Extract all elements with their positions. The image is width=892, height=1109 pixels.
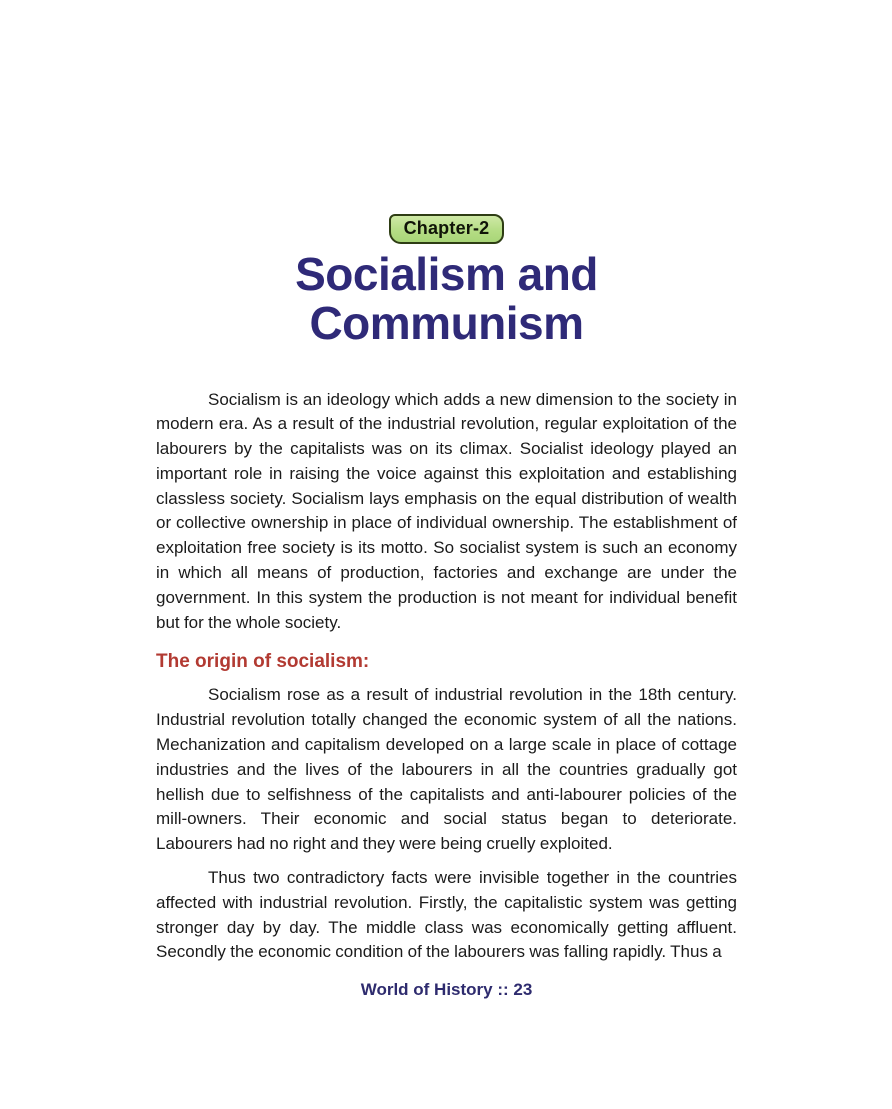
section-heading: The origin of socialism:: [156, 651, 370, 673]
page-footer: World of History :: 23: [360, 980, 533, 1000]
chapter-badge: Chapter-2: [389, 214, 505, 244]
chapter-badge-row: [156, 214, 737, 244]
page-title: Socialism and Communism: [295, 248, 598, 349]
section-paragraph-2: Thus two contradictory facts were invisible together in the countries affected with industrial revolution. Firstly, the capitalistic system was getting stronger day by day. The middle class was economically getting affluent. Secondly the economic condition of the labourers was falling rapidly. Thus a: [156, 868, 737, 962]
section-paragraph-1: Socialism rose as a result of industrial revolution in the 18th century. Industrial revolution totally changed the economic system of all the nations. Mechanization and capitalism developed on a large scale in place of cottage industries and the lives of the labourers in all the countries gradually got hellish due to selfishness of the capitalists and anti-labourer policies of the mill-owners. Their economic and social status began to deteriorate. Labourers had no right and they were being cruelly exploited.: [156, 685, 737, 854]
intro-paragraph: Socialism is an ideology which adds a new dimension to the society in modern era. As a result of the industrial revolution, regular exploitation of the labourers by the capitalists was on its climax. Socialist ideology played an important role in raising the voice against this exploitation and establishing classless society. Socialism lays emphasis on the equal distribution of wealth or collective ownership in place of individual ownership. The establishment of exploitation free society is its motto. So socialist system is such an economy in which all means of production, factories and exchange are under the government. In this system the production is not meant for individual benefit but for the whole society.: [156, 389, 737, 632]
